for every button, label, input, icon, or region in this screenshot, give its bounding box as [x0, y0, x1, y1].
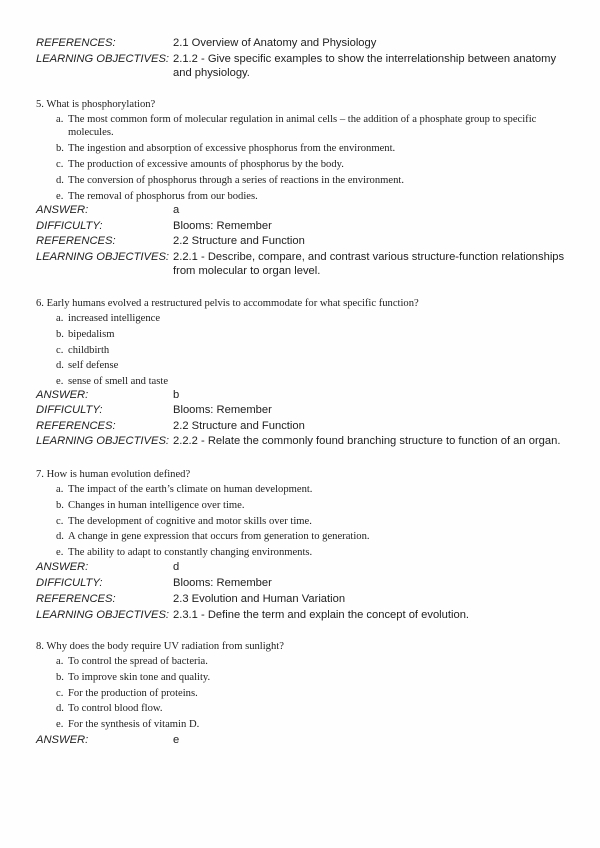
question-6-answer-row [36, 389, 576, 403]
question-5-answer-row [36, 204, 576, 218]
answer-label: ANSWER: [36, 561, 89, 573]
references-value: 2.3 Evolution and Human Variation [173, 593, 346, 605]
learning-objectives-value: 2.2.1 - Describe, compare, and contrast various structure-function relationships from molecular to organ level. [173, 251, 565, 277]
question-8-option-b [56, 671, 576, 684]
option-letter: e. [56, 547, 64, 558]
option-letter: b. [56, 143, 64, 154]
references-value: 2.2 Structure and Function [173, 420, 305, 432]
references-value: 2.1 Overview of Anatomy and Physiology [173, 37, 377, 49]
question-7-option-e [56, 546, 576, 559]
option-letter: a. [56, 484, 64, 495]
question-8-stem: 8. Why does the body require UV radiation from sunlight? [36, 641, 284, 652]
difficulty-label: DIFFICULTY: [36, 577, 103, 589]
option-text: The production of excessive amounts of phosphorus by the body. [68, 159, 344, 170]
option-text: The impact of the earth’s climate on human development. [68, 484, 313, 495]
references-label: REFERENCES: [36, 420, 116, 432]
question-6-option-a [56, 312, 576, 325]
option-letter: a. [56, 114, 64, 125]
question-7-option-d [56, 530, 576, 543]
difficulty-label: DIFFICULTY: [36, 220, 103, 232]
option-letter: d. [56, 175, 64, 186]
option-letter: a. [56, 313, 64, 324]
option-letter: d. [56, 360, 64, 371]
option-text: The conversion of phosphorus through a series of reactions in the environment. [68, 175, 404, 186]
learning-objectives-value: 2.3.1 - Define the term and explain the concept of evolution. [173, 609, 470, 621]
option-text: The development of cognitive and motor skills over time. [68, 516, 312, 527]
learning-objectives-label: LEARNING OBJECTIVES: [36, 609, 170, 621]
question-8-option-d [56, 702, 576, 715]
question-6-objectives-row [36, 435, 576, 449]
option-text: bipedalism [68, 329, 115, 340]
option-letter: e. [56, 191, 64, 202]
references-row [36, 37, 576, 51]
option-text: The removal of phosphorus from our bodies. [68, 191, 258, 202]
learning-objectives-row [36, 53, 576, 80]
option-letter: a. [56, 656, 64, 667]
question-8-option-e [56, 718, 576, 731]
answer-label: ANSWER: [36, 734, 89, 746]
question-6-option-d [56, 359, 576, 372]
option-letter: e. [56, 719, 64, 730]
references-label: REFERENCES: [36, 593, 116, 605]
option-letter: c. [56, 159, 64, 170]
question-7-answer-row [36, 561, 576, 575]
option-text: sense of smell and taste [68, 376, 169, 387]
option-letter: c. [56, 345, 64, 356]
question-5-option-b [56, 142, 576, 155]
difficulty-value: Blooms: Remember [173, 404, 272, 416]
learning-objectives-label: LEARNING OBJECTIVES: [36, 251, 170, 263]
question-5-stem: 5. What is phosphorylation? [36, 99, 156, 110]
question-5-objectives-row [36, 251, 576, 278]
question-6-references-row [36, 420, 576, 434]
option-text: The ingestion and absorption of excessive phosphorus from the environment. [68, 143, 396, 154]
difficulty-value: Blooms: Remember [173, 577, 272, 589]
question-5-option-c [56, 158, 576, 171]
answer-value: d [173, 561, 180, 573]
option-text: self defense [68, 360, 119, 371]
question-8-option-a [56, 655, 576, 668]
question-7-option-a [56, 483, 576, 496]
question-6-option-e [56, 375, 576, 388]
option-text: To control the spread of bacteria. [68, 656, 208, 667]
references-label: REFERENCES: [36, 235, 116, 247]
difficulty-value: Blooms: Remember [173, 220, 272, 232]
question-6-option-c [56, 344, 576, 357]
question-5-difficulty-row [36, 220, 576, 234]
option-text: The ability to adapt to constantly changing environments. [68, 547, 313, 558]
answer-value: e [173, 734, 180, 746]
option-text: For the synthesis of vitamin D. [68, 719, 200, 730]
option-text: increased intelligence [68, 313, 161, 324]
option-text: For the production of proteins. [68, 688, 198, 699]
question-7-objectives-row [36, 609, 576, 623]
option-letter: d. [56, 703, 64, 714]
option-letter: b. [56, 500, 64, 511]
question-5-option-a [56, 113, 576, 139]
question-6-option-b [56, 328, 576, 341]
question-6-difficulty-row [36, 404, 576, 418]
option-letter: e. [56, 376, 64, 387]
learning-objectives-value: 2.1.2 - Give specific examples to show the interrelationship between anatomy and physiology. [173, 53, 557, 79]
question-5-option-e [56, 190, 576, 203]
difficulty-label: DIFFICULTY: [36, 404, 103, 416]
option-text: To improve skin tone and quality. [68, 672, 211, 683]
option-letter: c. [56, 688, 64, 699]
option-letter: b. [56, 672, 64, 683]
answer-value: b [173, 389, 180, 401]
question-6-stem: 6. Early humans evolved a restructured pelvis to accommodate for what specific function? [36, 298, 419, 309]
references-value: 2.2 Structure and Function [173, 235, 305, 247]
answer-value: a [173, 204, 180, 216]
question-7-references-row [36, 593, 576, 607]
option-text: To control blood flow. [68, 703, 163, 714]
question-7-option-c [56, 515, 576, 528]
question-8-answer-row [36, 734, 576, 748]
question-7-difficulty-row [36, 577, 576, 591]
option-text: Changes in human intelligence over time. [68, 500, 245, 511]
learning-objectives-label: LEARNING OBJECTIVES: [36, 53, 170, 65]
question-7-stem: 7. How is human evolution defined? [36, 469, 191, 480]
option-text: childbirth [68, 345, 110, 356]
option-letter: b. [56, 329, 64, 340]
question-8-option-c [56, 687, 576, 700]
answer-label: ANSWER: [36, 204, 89, 216]
learning-objectives-label: LEARNING OBJECTIVES: [36, 435, 170, 447]
option-text: The most common form of molecular regulation in animal cells – the addition of a phosphate group to specific molecules. [68, 114, 537, 138]
question-5-option-d [56, 174, 576, 187]
references-label: REFERENCES: [36, 37, 116, 49]
question-5-references-row [36, 235, 576, 249]
option-letter: c. [56, 516, 64, 527]
option-letter: d. [56, 531, 64, 542]
learning-objectives-value: 2.2.2 - Relate the commonly found branching structure to function of an organ. [173, 435, 561, 447]
answer-label: ANSWER: [36, 389, 89, 401]
option-text: A change in gene expression that occurs from generation to generation. [68, 531, 370, 542]
question-7-option-b [56, 499, 576, 512]
